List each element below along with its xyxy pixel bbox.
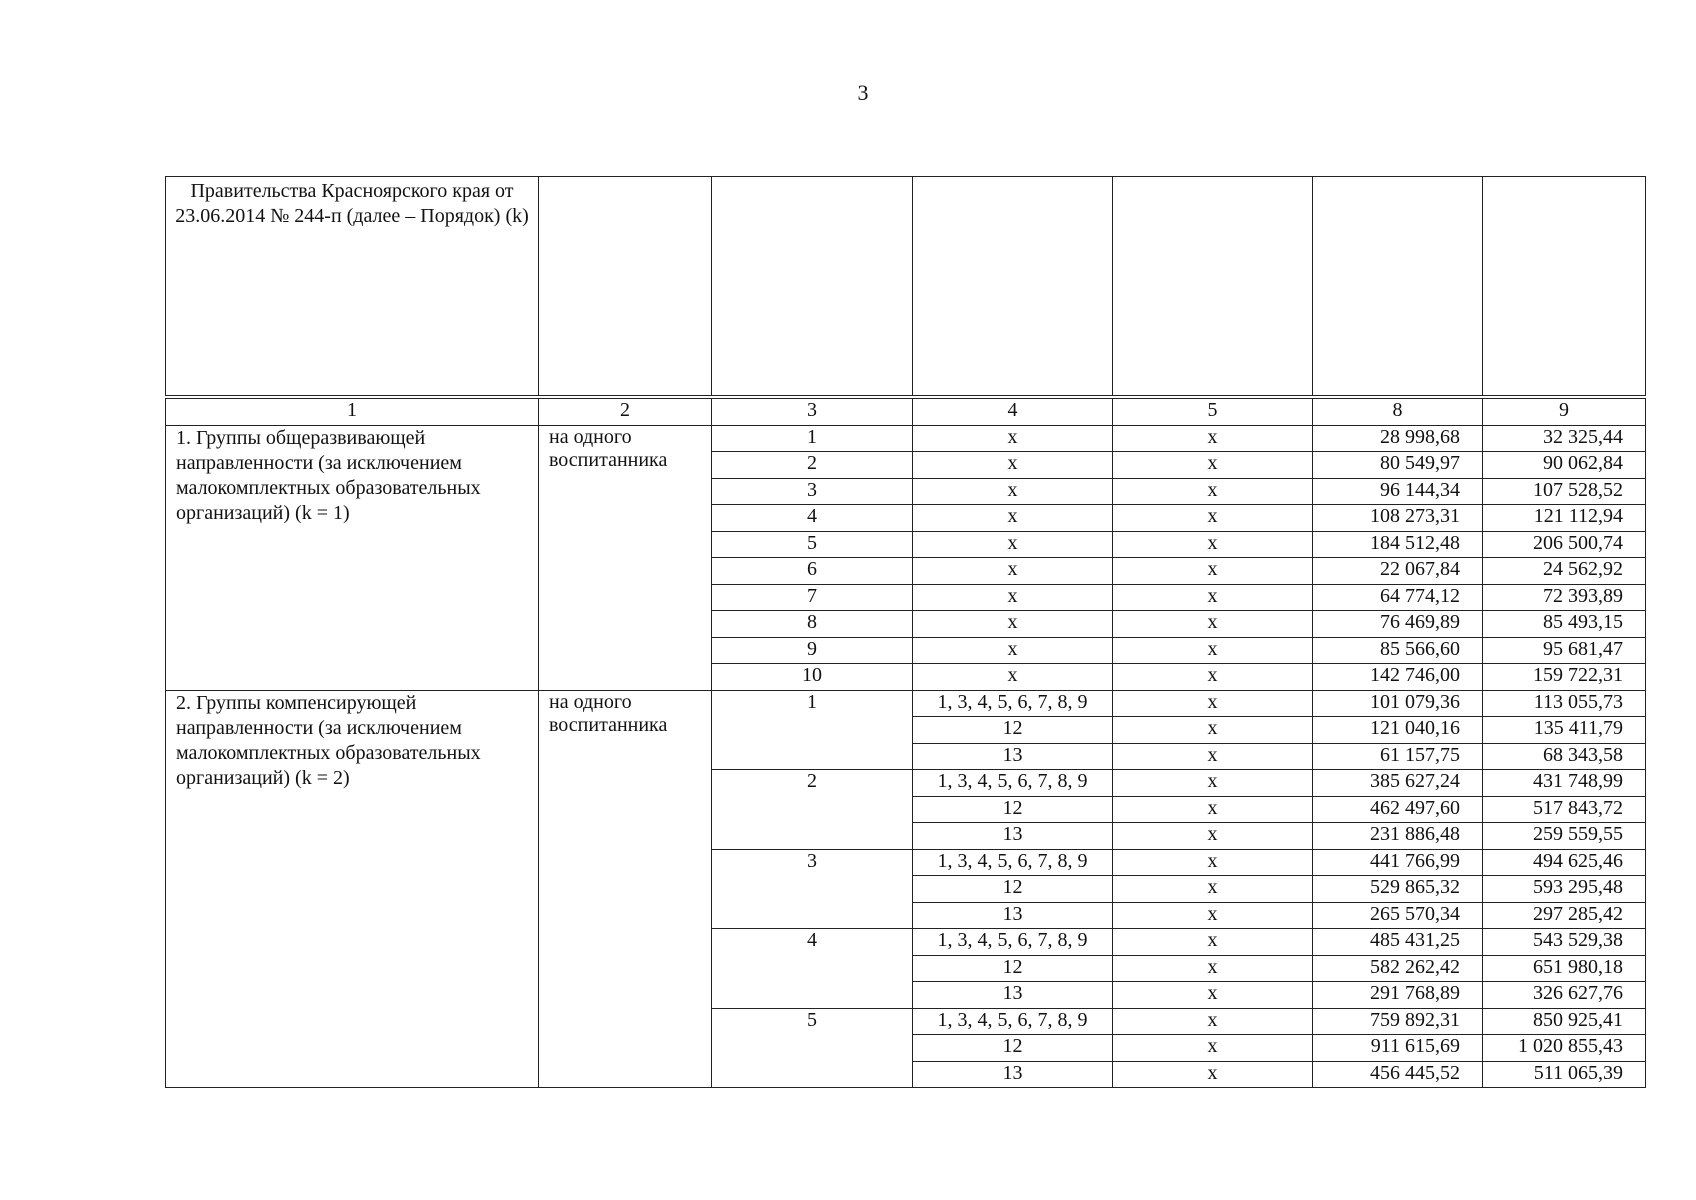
unit-cell: на одного воспитанника bbox=[539, 425, 712, 690]
col5-cell: х bbox=[1113, 558, 1313, 585]
header-empty-cell bbox=[1313, 177, 1483, 398]
col5-cell: х bbox=[1113, 876, 1313, 903]
col5-cell: х bbox=[1113, 902, 1313, 929]
col3-cell: 5 bbox=[712, 1008, 913, 1088]
col4-cell: 1, 3, 4, 5, 6, 7, 8, 9 bbox=[913, 770, 1113, 797]
col3-cell: 9 bbox=[712, 637, 913, 664]
col9-cell: 121 112,94 bbox=[1483, 505, 1646, 532]
col3-cell: 2 bbox=[712, 452, 913, 479]
col8-cell: 291 768,89 bbox=[1313, 982, 1483, 1009]
page-number: 3 bbox=[857, 80, 869, 105]
col9-cell: 107 528,52 bbox=[1483, 478, 1646, 505]
col9-cell: 850 925,41 bbox=[1483, 1008, 1646, 1035]
col5-cell: х bbox=[1113, 452, 1313, 479]
col8-cell: 80 549,97 bbox=[1313, 452, 1483, 479]
column-number-row bbox=[166, 397, 1646, 425]
header-empty-cell bbox=[539, 177, 712, 398]
col4-cell: 13 bbox=[913, 1061, 1113, 1088]
col9-cell: 593 295,48 bbox=[1483, 876, 1646, 903]
col4-cell: 1, 3, 4, 5, 6, 7, 8, 9 bbox=[913, 849, 1113, 876]
col4-cell: 12 bbox=[913, 876, 1113, 903]
col4-cell: х bbox=[913, 637, 1113, 664]
col5-cell: х bbox=[1113, 955, 1313, 982]
col8-cell: 28 998,68 bbox=[1313, 425, 1483, 452]
col4-cell: х bbox=[913, 611, 1113, 638]
col5-cell: х bbox=[1113, 690, 1313, 717]
col3-cell: 2 bbox=[712, 770, 913, 850]
col4-cell: 12 bbox=[913, 1035, 1113, 1062]
col8-cell: 22 067,84 bbox=[1313, 558, 1483, 585]
col3-cell: 1 bbox=[712, 425, 913, 452]
header-empty-cell bbox=[712, 177, 913, 398]
header-empty-cell bbox=[913, 177, 1113, 398]
col5-cell: х bbox=[1113, 743, 1313, 770]
col9-cell: 32 325,44 bbox=[1483, 425, 1646, 452]
col5-cell: х bbox=[1113, 1061, 1313, 1088]
group-name-cell: 2. Группы компенсирующей направленности (за исключением малокомплектных образовательных организаций) (k = 2) bbox=[166, 690, 539, 1088]
col3-cell: 6 bbox=[712, 558, 913, 585]
col4-cell: 13 bbox=[913, 982, 1113, 1009]
col4-cell: х bbox=[913, 531, 1113, 558]
col5-cell: х bbox=[1113, 425, 1313, 452]
col4-cell: 12 bbox=[913, 955, 1113, 982]
col4-cell: х bbox=[913, 452, 1113, 479]
col9-cell: 68 343,58 bbox=[1483, 743, 1646, 770]
col4-cell: 12 bbox=[913, 796, 1113, 823]
col8-cell: 184 512,48 bbox=[1313, 531, 1483, 558]
col9-cell: 85 493,15 bbox=[1483, 611, 1646, 638]
col5-cell: х bbox=[1113, 770, 1313, 797]
unit-cell: на одного воспитанника bbox=[539, 690, 712, 1088]
col3-cell: 3 bbox=[712, 478, 913, 505]
col9-cell: 543 529,38 bbox=[1483, 929, 1646, 956]
col8-cell: 121 040,16 bbox=[1313, 717, 1483, 744]
table-header-continuation bbox=[166, 177, 1646, 398]
col5-cell: х bbox=[1113, 478, 1313, 505]
col8-cell: 142 746,00 bbox=[1313, 664, 1483, 691]
col5-cell: х bbox=[1113, 823, 1313, 850]
col4-cell: х bbox=[913, 505, 1113, 532]
col9-cell: 95 681,47 bbox=[1483, 637, 1646, 664]
col9-cell: 494 625,46 bbox=[1483, 849, 1646, 876]
col9-cell: 113 055,73 bbox=[1483, 690, 1646, 717]
column-number-cell: 5 bbox=[1113, 397, 1313, 425]
col3-cell: 10 bbox=[712, 664, 913, 691]
col8-cell: 485 431,25 bbox=[1313, 929, 1483, 956]
col8-cell: 759 892,31 bbox=[1313, 1008, 1483, 1035]
col9-cell: 1 020 855,43 bbox=[1483, 1035, 1646, 1062]
col9-cell: 159 722,31 bbox=[1483, 664, 1646, 691]
col5-cell: х bbox=[1113, 849, 1313, 876]
col4-cell: 13 bbox=[913, 902, 1113, 929]
col8-cell: 64 774,12 bbox=[1313, 584, 1483, 611]
col8-cell: 101 079,36 bbox=[1313, 690, 1483, 717]
col8-cell: 108 273,31 bbox=[1313, 505, 1483, 532]
col4-cell: х bbox=[913, 558, 1113, 585]
col8-cell: 911 615,69 bbox=[1313, 1035, 1483, 1062]
col4-cell: 13 bbox=[913, 743, 1113, 770]
col9-cell: 206 500,74 bbox=[1483, 531, 1646, 558]
col5-cell: х bbox=[1113, 1035, 1313, 1062]
col4-cell: 13 bbox=[913, 823, 1113, 850]
col8-cell: 529 865,32 bbox=[1313, 876, 1483, 903]
col3-cell: 3 bbox=[712, 849, 913, 929]
col5-cell: х bbox=[1113, 982, 1313, 1009]
col8-cell: 265 570,34 bbox=[1313, 902, 1483, 929]
col8-cell: 441 766,99 bbox=[1313, 849, 1483, 876]
col5-cell: х bbox=[1113, 505, 1313, 532]
col4-cell: 1, 3, 4, 5, 6, 7, 8, 9 bbox=[913, 690, 1113, 717]
col8-cell: 385 627,24 bbox=[1313, 770, 1483, 797]
col4-cell: 1, 3, 4, 5, 6, 7, 8, 9 bbox=[913, 929, 1113, 956]
col9-cell: 259 559,55 bbox=[1483, 823, 1646, 850]
column-number-cell: 4 bbox=[913, 397, 1113, 425]
col9-cell: 90 062,84 bbox=[1483, 452, 1646, 479]
col4-cell: х bbox=[913, 425, 1113, 452]
col5-cell: х bbox=[1113, 584, 1313, 611]
col8-cell: 462 497,60 bbox=[1313, 796, 1483, 823]
col5-cell: х bbox=[1113, 531, 1313, 558]
col4-cell: х bbox=[913, 478, 1113, 505]
col8-cell: 85 566,60 bbox=[1313, 637, 1483, 664]
col4-cell: 12 bbox=[913, 717, 1113, 744]
col4-cell: 1, 3, 4, 5, 6, 7, 8, 9 bbox=[913, 1008, 1113, 1035]
col9-cell: 517 843,72 bbox=[1483, 796, 1646, 823]
col8-cell: 96 144,34 bbox=[1313, 478, 1483, 505]
col5-cell: х bbox=[1113, 1008, 1313, 1035]
column-number-cell: 9 bbox=[1483, 397, 1646, 425]
col3-cell: 4 bbox=[712, 929, 913, 1009]
col9-cell: 651 980,18 bbox=[1483, 955, 1646, 982]
header-text-cell: Правительства Красноярского края от 23.06.2014 № 244-п (далее – Порядок) (k) bbox=[166, 177, 539, 398]
column-number-cell: 8 bbox=[1313, 397, 1483, 425]
col8-cell: 231 886,48 bbox=[1313, 823, 1483, 850]
table-row bbox=[166, 690, 1646, 717]
col5-cell: х bbox=[1113, 611, 1313, 638]
col8-cell: 76 469,89 bbox=[1313, 611, 1483, 638]
header-empty-cell bbox=[1113, 177, 1313, 398]
col3-cell: 5 bbox=[712, 531, 913, 558]
col5-cell: х bbox=[1113, 637, 1313, 664]
col3-cell: 1 bbox=[712, 690, 913, 770]
col9-cell: 72 393,89 bbox=[1483, 584, 1646, 611]
col9-cell: 511 065,39 bbox=[1483, 1061, 1646, 1088]
col9-cell: 297 285,42 bbox=[1483, 902, 1646, 929]
col5-cell: х bbox=[1113, 717, 1313, 744]
col3-cell: 8 bbox=[712, 611, 913, 638]
norms-table bbox=[165, 176, 1646, 1088]
col9-cell: 326 627,76 bbox=[1483, 982, 1646, 1009]
column-number-cell: 2 bbox=[539, 397, 712, 425]
col3-cell: 4 bbox=[712, 505, 913, 532]
col9-cell: 24 562,92 bbox=[1483, 558, 1646, 585]
column-number-cell: 1 bbox=[166, 397, 539, 425]
col5-cell: х bbox=[1113, 664, 1313, 691]
col8-cell: 582 262,42 bbox=[1313, 955, 1483, 982]
header-empty-cell bbox=[1483, 177, 1646, 398]
col4-cell: х bbox=[913, 584, 1113, 611]
col9-cell: 431 748,99 bbox=[1483, 770, 1646, 797]
group-name-cell: 1. Группы общеразвивающей направленности (за исключением малокомплектных образовательных организаций) (k = 1) bbox=[166, 425, 539, 690]
col5-cell: х bbox=[1113, 796, 1313, 823]
col8-cell: 456 445,52 bbox=[1313, 1061, 1483, 1088]
col8-cell: 61 157,75 bbox=[1313, 743, 1483, 770]
table-row bbox=[166, 425, 1646, 452]
col5-cell: х bbox=[1113, 929, 1313, 956]
col4-cell: х bbox=[913, 664, 1113, 691]
column-number-cell: 3 bbox=[712, 397, 913, 425]
col9-cell: 135 411,79 bbox=[1483, 717, 1646, 744]
col3-cell: 7 bbox=[712, 584, 913, 611]
